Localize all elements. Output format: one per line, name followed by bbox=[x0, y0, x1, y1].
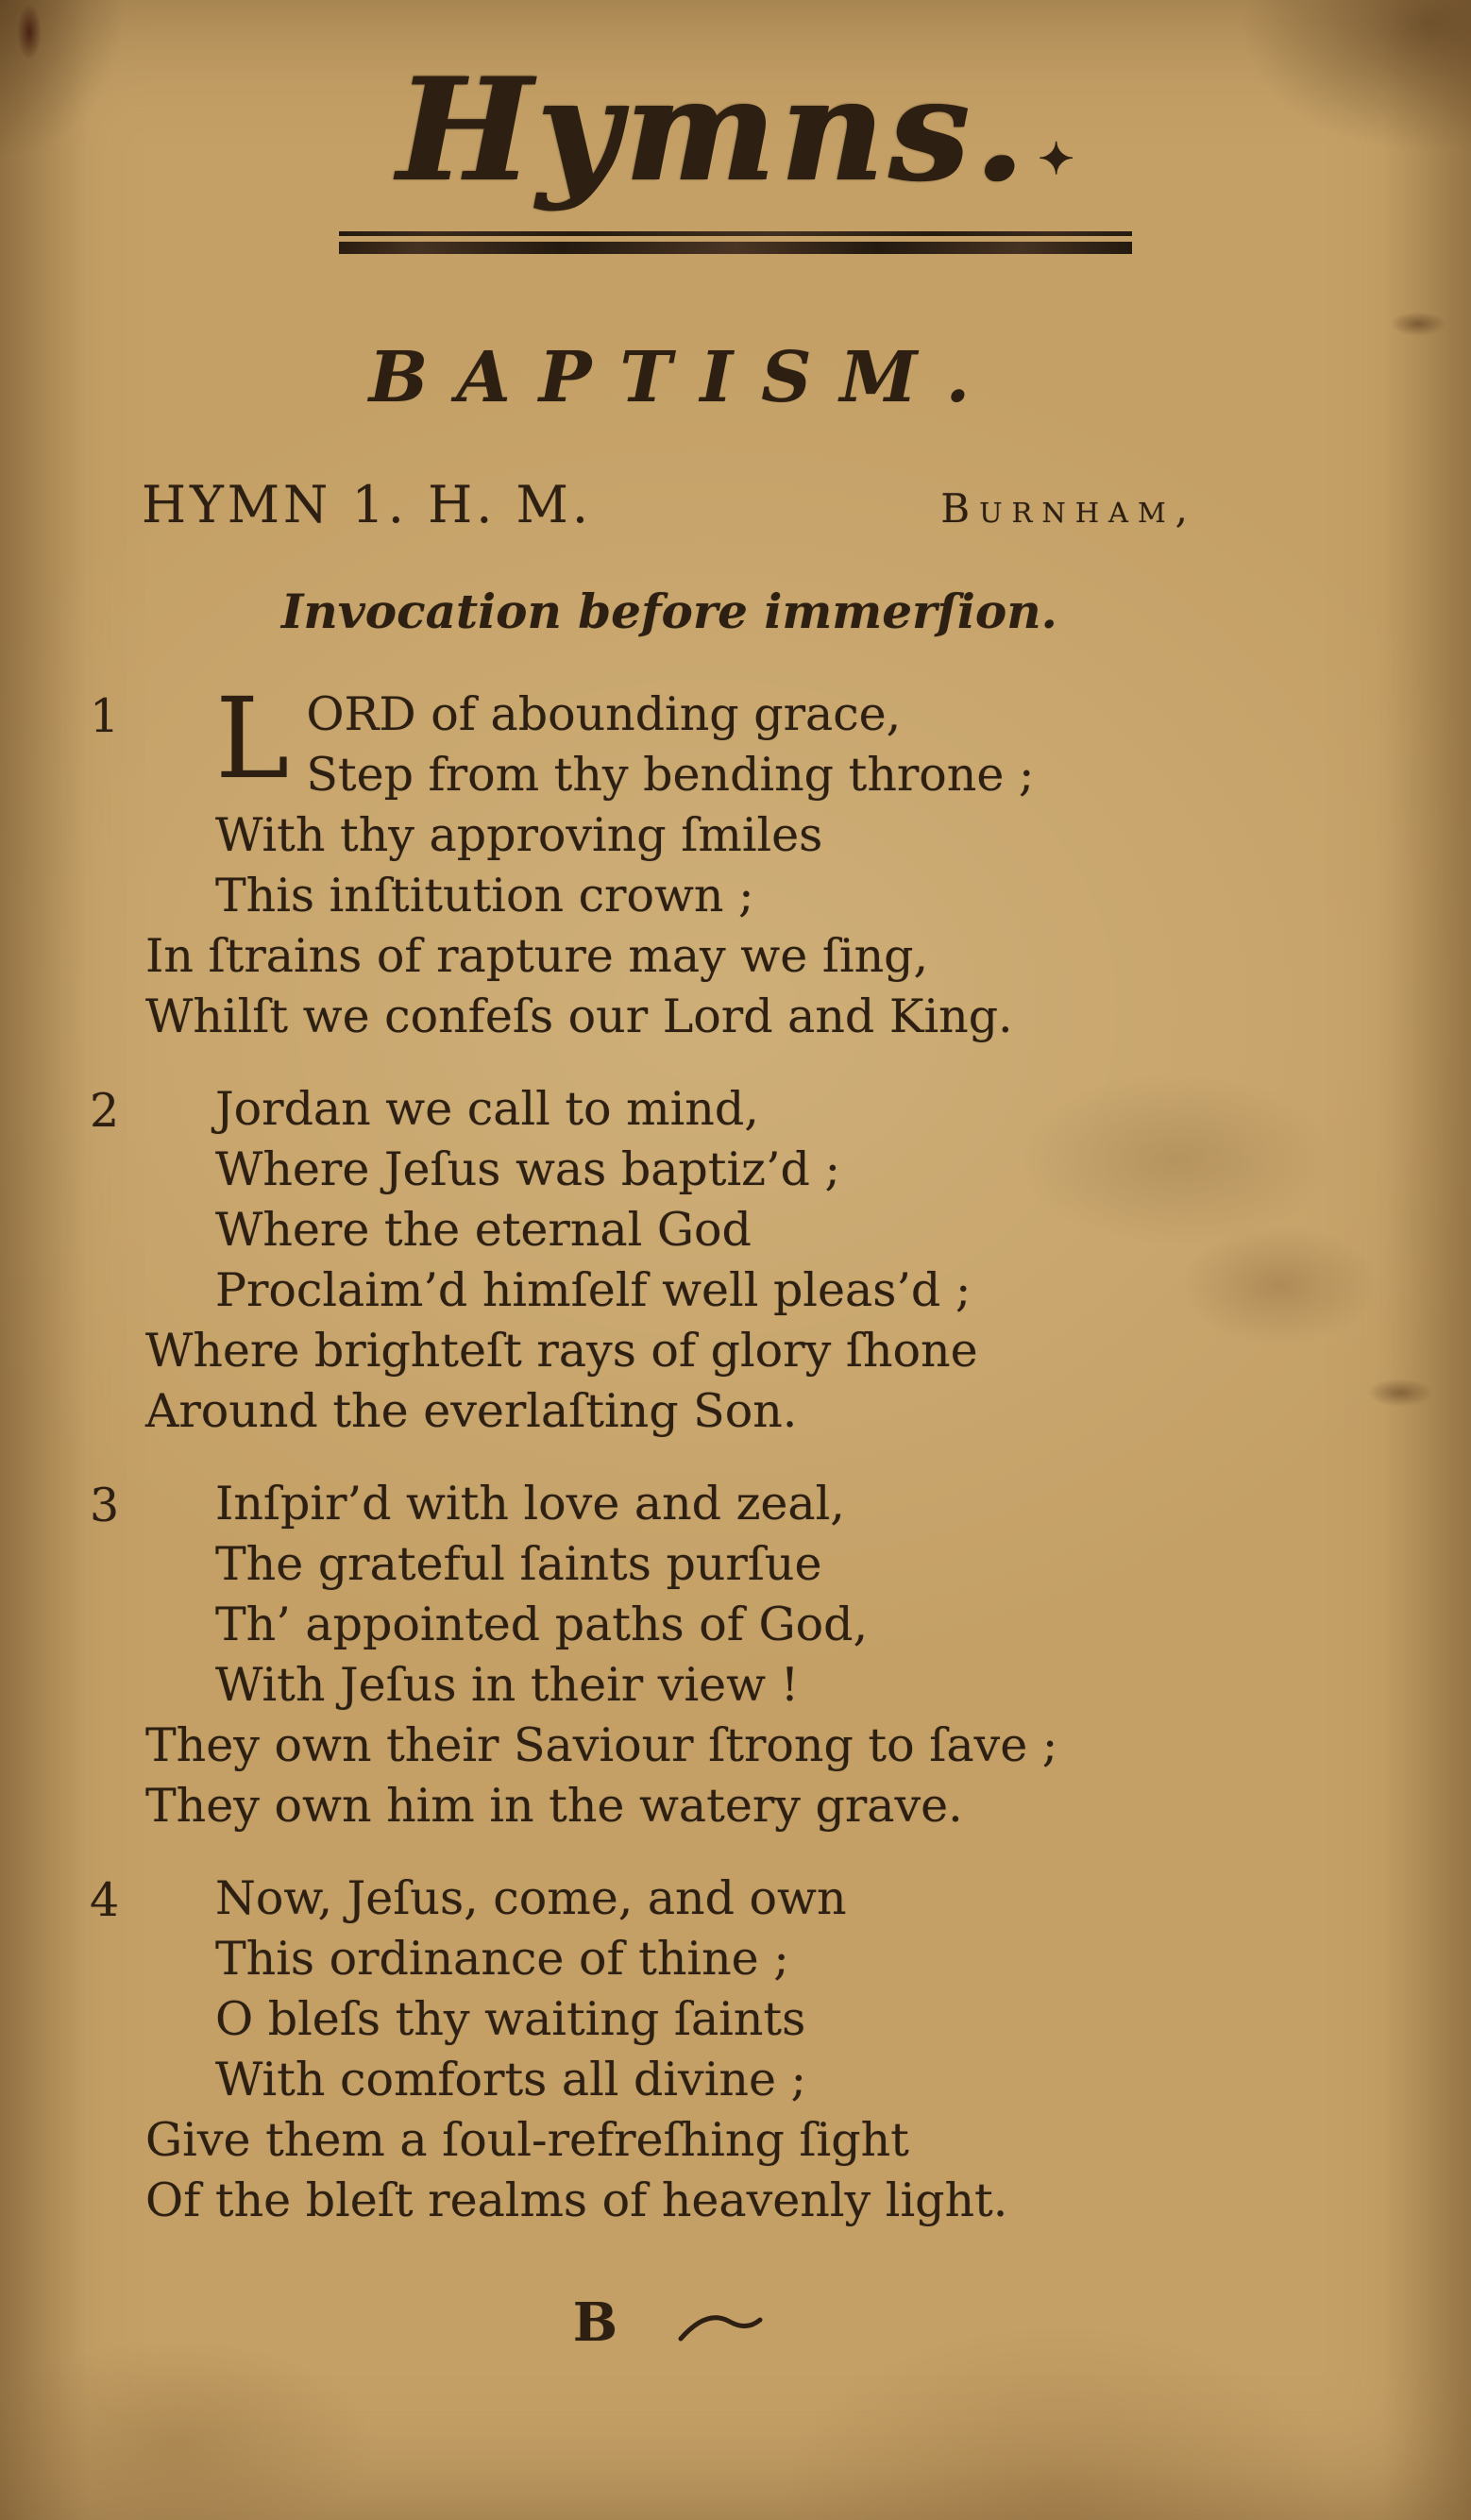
verse-line: This inſtitution crown ; bbox=[215, 868, 754, 922]
page-footer bbox=[142, 2292, 1197, 2354]
verse-line: Where Jeſus was baptiz’d ; bbox=[215, 1142, 841, 1196]
hymn-heading-row bbox=[142, 475, 1197, 534]
verse-4 bbox=[90, 1869, 1197, 2231]
verse-line: Th’ appointed paths of God, bbox=[215, 1597, 869, 1651]
page-title bbox=[0, 49, 1471, 212]
title-text: Hymns. bbox=[397, 47, 1029, 213]
verse-number: 3 bbox=[90, 1478, 120, 1532]
drop-cap: L bbox=[215, 672, 290, 803]
verse-line: Around the everlaſting Son. bbox=[145, 1383, 798, 1438]
hymn-number-label: HYMN 1. H. M. bbox=[142, 474, 593, 534]
verse-line: Proclaim’d himſelf well pleas’d ; bbox=[215, 1262, 972, 1317]
verse-line: Where the eternal God bbox=[215, 1202, 752, 1257]
section-heading: BAPTISM. bbox=[368, 336, 999, 418]
verse-number: 4 bbox=[90, 1872, 120, 1927]
verse-number: 2 bbox=[90, 1083, 120, 1138]
verse-line: This ordinance of thine ; bbox=[215, 1931, 789, 1986]
verse-line: With Jeſus in their view ! bbox=[215, 1657, 800, 1712]
verse-3 bbox=[90, 1474, 1197, 1836]
verse-line: They own him in the watery grave. bbox=[145, 1778, 963, 1833]
verse-line: Jordan we call to mind, bbox=[215, 1081, 759, 1136]
paper-stain bbox=[1390, 312, 1446, 336]
verse-2 bbox=[90, 1079, 1197, 1442]
verse-line: With comforts all divine ; bbox=[215, 2052, 807, 2106]
verse-line: Now, Jeſus, come, and own bbox=[215, 1870, 847, 1925]
verse-line: Give them a ſoul-refreſhing ſight bbox=[145, 2112, 909, 2167]
verse-line: O bleſs thy waiting ſaints bbox=[215, 1991, 806, 2046]
hymn-subtitle: Invocation before immerſion. bbox=[281, 583, 1057, 639]
double-rule bbox=[339, 231, 1132, 254]
verse-line: Whilſt we confeſs our Lord and King. bbox=[145, 989, 1013, 1043]
verse-line: The grateful ſaints purſue bbox=[215, 1536, 822, 1591]
rule-thick-line bbox=[339, 242, 1132, 254]
paper-stain bbox=[1367, 1378, 1433, 1407]
verse-1 bbox=[90, 672, 1197, 1047]
verse-line: Where brighteſt rays of glory ſhone bbox=[145, 1323, 978, 1378]
ink-flourish bbox=[675, 2307, 766, 2350]
verse-line: Step from thy bending throne ; bbox=[306, 747, 1035, 802]
verse-line: Inſpir’d with love and zeal, bbox=[215, 1476, 845, 1531]
page-header bbox=[0, 0, 1471, 254]
verse-line: ORD of abounding grace, bbox=[306, 686, 902, 741]
verse-line: With thy approving ſmiles bbox=[215, 807, 823, 862]
dropcap-block bbox=[215, 672, 1197, 805]
rule-thin-line bbox=[339, 231, 1132, 236]
text-column bbox=[90, 336, 1197, 2231]
verse-line: They own their Saviour ſtrong to ſave ; bbox=[145, 1717, 1058, 1772]
verse-line: In ſtrains of rapture may we ſing, bbox=[145, 928, 929, 983]
verse-line: Of the bleſt realms of heavenly light. bbox=[145, 2173, 1008, 2227]
signature-mark: B bbox=[572, 2291, 618, 2354]
diamond-ornament: ✦ bbox=[1038, 133, 1074, 184]
verse-number: 1 bbox=[90, 688, 120, 743]
author-attribution: Burnham, bbox=[940, 484, 1197, 532]
